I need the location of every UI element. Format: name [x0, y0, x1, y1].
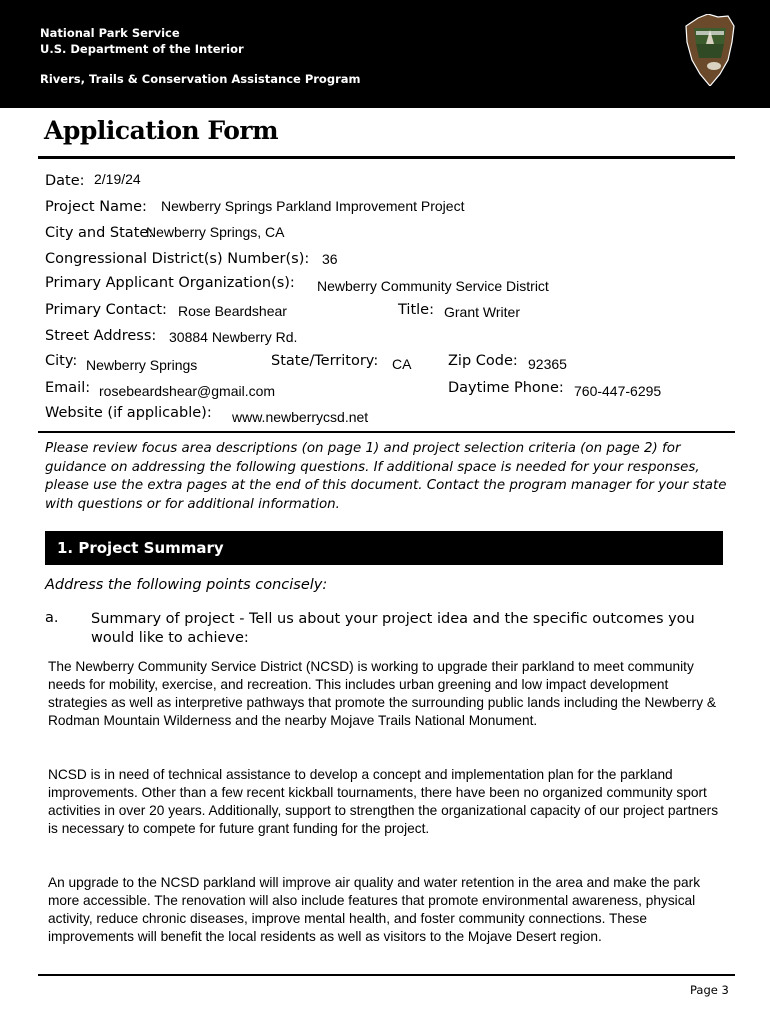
- website-field[interactable]: www.newberrycsd.net: [232, 409, 369, 425]
- state-territory-label: State/Territory:: [271, 353, 379, 369]
- section-header-bar: [45, 531, 723, 565]
- street-address-field[interactable]: 30884 Newberry Rd.: [169, 329, 298, 345]
- city-state-label: City and State:: [45, 225, 154, 241]
- date-label: Date:: [45, 173, 85, 189]
- form-title: Application Form: [44, 116, 279, 145]
- city-field[interactable]: Newberry Springs: [86, 357, 198, 373]
- agency-name: National Park Service: [40, 26, 180, 40]
- organization-label: Primary Applicant Organization(s):: [45, 275, 295, 291]
- city-state-field[interactable]: Newberry Springs, CA: [146, 224, 285, 240]
- email-field[interactable]: rosebeardshear@gmail.com: [99, 383, 276, 399]
- question-text: Summary of project - Tell us about your project idea and the specific outcomes you would like to achieve:: [91, 611, 695, 646]
- date-field[interactable]: 2/19/24: [94, 171, 141, 187]
- footer-divider: [38, 974, 735, 976]
- daytime-phone-label: Daytime Phone:: [448, 380, 564, 396]
- organization-field[interactable]: Newberry Community Service District: [317, 278, 549, 294]
- project-name-label: Project Name:: [45, 199, 147, 215]
- page-number: Page 3: [690, 983, 729, 997]
- title-divider: [38, 156, 735, 159]
- answer-paragraph-3: An upgrade to the NCSD parkland will improve air quality and water retention in the area and make the park more accessible. The renovation will also include features that promote environmental awareness, physical activity, reduce chronic diseases, improve mental health, and foster community connections. These improvements will benefit the local residents as well as visitors to the Mojave Desert region.: [48, 875, 701, 944]
- question-letter: a.: [45, 610, 59, 626]
- department-name: U.S. Department of the Interior: [40, 42, 244, 56]
- primary-contact-field[interactable]: Rose Beardshear: [178, 303, 287, 319]
- email-label: Email:: [45, 380, 91, 396]
- street-address-label: Street Address:: [45, 328, 157, 344]
- address-prompt: Address the following points concisely:: [45, 577, 328, 593]
- instructions-text: Please review focus area descriptions (on page 1) and project selection criteria (on page 2) for guidance on addressing the following questions. If additional space is needed for your responses, please use the extra pages at the end of this document. Contact the program manager for your state with questions or for additional information.: [45, 441, 727, 512]
- website-label: Website (if applicable):: [45, 405, 212, 421]
- contact-title-label: Title:: [398, 302, 434, 318]
- daytime-phone-field[interactable]: 760-447-6295: [574, 383, 662, 399]
- contact-title-field[interactable]: Grant Writer: [444, 304, 520, 320]
- zip-code-label: Zip Code:: [448, 353, 518, 369]
- nps-arrowhead-logo-icon: [684, 14, 736, 86]
- answer-paragraph-1: The Newberry Community Service District (NCSD) is working to upgrade their parkland to meet community needs for mobility, exercise, and recreation. This includes urban greening and low impact development strategies as well as interpretive pathways that promote the surrounding public lands including the Newberry & Rodman Mountain Wilderness and the nearby Mojave Trails National Monument.: [48, 659, 717, 728]
- zip-code-field[interactable]: 92365: [528, 356, 567, 372]
- state-territory-field[interactable]: CA: [392, 356, 412, 372]
- city-label: City:: [45, 353, 78, 369]
- project-name-field[interactable]: Newberry Springs Parkland Improvement Project: [161, 198, 465, 214]
- answer-paragraph-2: NCSD is in need of technical assistance to develop a concept and implementation plan for the parkland improvements. Other than a few recent kickball tournaments, there have been no organized community sport activities in over 20 years. Additionally, support to strengthen the organizational capacity of our project partners is necessary to compete for future grant funding for the project.: [48, 767, 719, 836]
- fields-divider: [38, 431, 735, 433]
- district-label: Congressional District(s) Number(s):: [45, 251, 310, 267]
- primary-contact-label: Primary Contact:: [45, 302, 167, 318]
- program-name: Rivers, Trails & Conservation Assistance Program: [40, 72, 361, 86]
- district-field[interactable]: 36: [322, 251, 338, 267]
- section-title: 1. Project Summary: [57, 539, 224, 557]
- page-header: [0, 0, 770, 108]
